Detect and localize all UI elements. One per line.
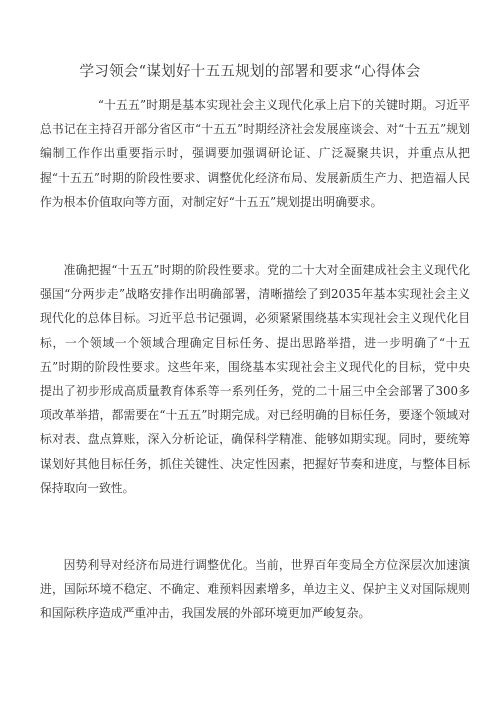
paragraph-3: 因势利导对经济布局进行调整优化。当前，世界百年变局全方位深层次加速演进，国际环境不稳定、不确定、难预料因素增多，单边主义、保护主义对国际规则和国际秩序造成严重冲击，我国发展的外部环境更加严峻复杂。	[40, 558, 470, 621]
paragraph-1: “十五五”时期是基本实现社会主义现代化承上启下的关键时期。习近平总书记在主持召开部分省区市“十五五”时期经济社会发展座谈会、对“十五五”规划编制工作作出重要指示时，强调要加强调研论证、广泛凝聚共识，并重点从把握“十五五”时期的阶段性要求、调整优化经济布局、发展新质生产力、把造福人民作为根本价值取向等方面，对制定好“十五五”规划提出明确要求。	[40, 98, 470, 209]
paragraph-2: 准确把握“十五五”时期的阶段性要求。党的二十大对全面建成社会主义现代化强国“分两步走”战略安排作出明确部署，清晰描绘了到2035年基本实现社会主义现代化的总体目标。习近平总书记强调，必须紧紧围绕基本实现社会主义现代化目标，一个领域一个领域合理确定目标任务、提出思路举措，进一步明确了“十五五”时期的阶段性要求。这些年来，围绕基本实现社会主义现代化的目标，党中央提出了初步形成高质量教育体系等一系列任务，党的二十届三中全会部署了300多项改革举措，都需要在“十五五”时期完成。对已经明确的目标任务，要逐个领域对标对表、盘点算账，深入分析论证，确保科学精准、能够如期实现。同时，要统筹谋划好其他目标任务，抓住关键性、决定性因素，把握好节奏和进度，与整体目标保持取向一致性。	[40, 263, 470, 495]
document-title: 学习领会“谋划好十五五规划的部署和要求“心得体会	[79, 64, 421, 80]
